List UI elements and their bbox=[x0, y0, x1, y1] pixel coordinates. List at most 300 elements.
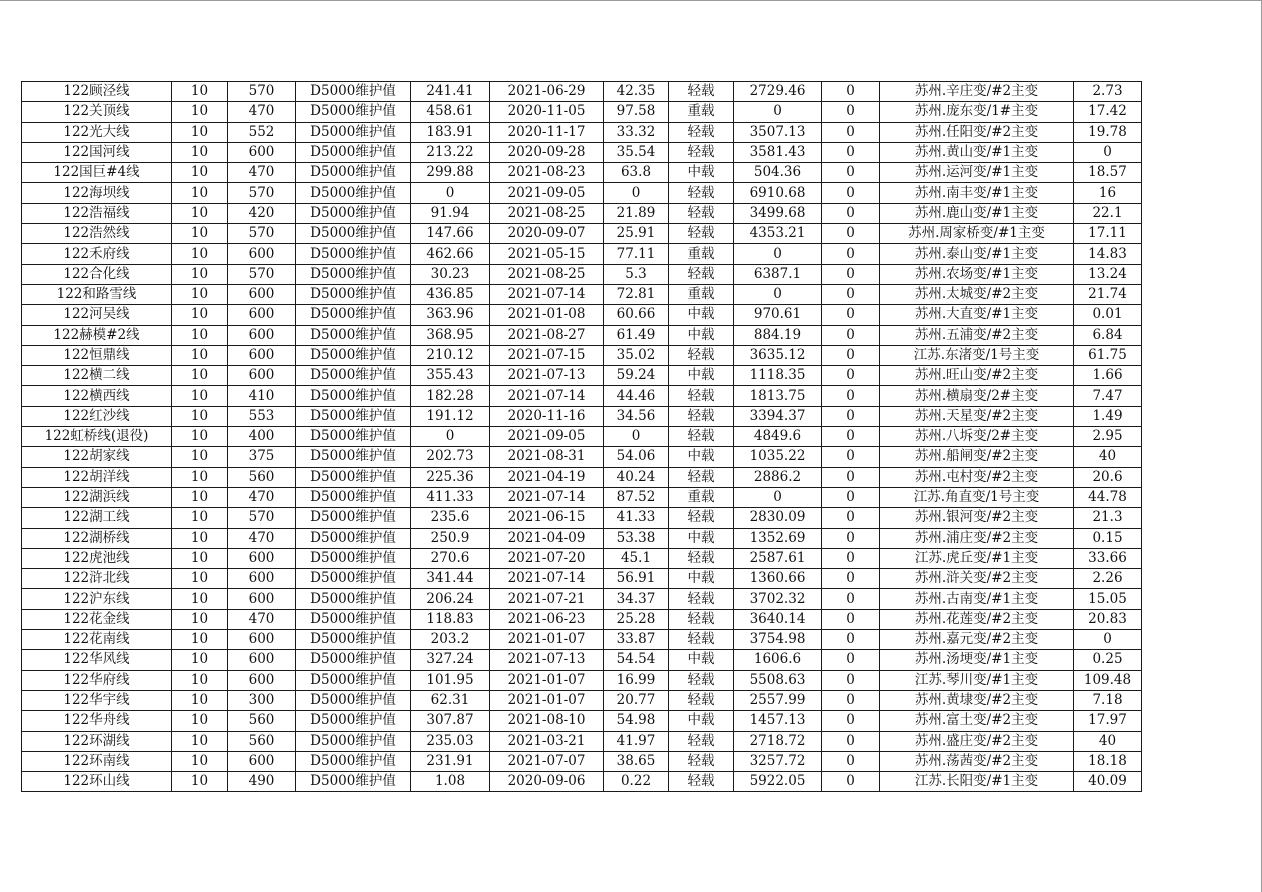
value-cell: 21.3 bbox=[1074, 508, 1142, 528]
load-rate-cell: 25.28 bbox=[604, 609, 669, 629]
transformer-cell: 苏州.船闸变/#2主变 bbox=[880, 447, 1074, 467]
rated-current-cell: 600 bbox=[228, 589, 296, 609]
current-cell: 250.9 bbox=[411, 528, 490, 548]
date-cell: 2021-08-25 bbox=[490, 203, 604, 223]
count-cell: 0 bbox=[822, 183, 880, 203]
transformer-cell: 江苏.虎丘变/#1主变 bbox=[880, 548, 1074, 568]
value-cell: 17.42 bbox=[1074, 102, 1142, 122]
voltage-cell: 10 bbox=[172, 264, 228, 284]
load-rate-cell: 72.81 bbox=[604, 284, 669, 304]
source-cell: D5000维护值 bbox=[296, 325, 411, 345]
data-table bbox=[21, 81, 1142, 792]
count-cell: 0 bbox=[822, 427, 880, 447]
value-cell: 6.84 bbox=[1074, 325, 1142, 345]
source-cell: D5000维护值 bbox=[296, 467, 411, 487]
count-cell: 0 bbox=[822, 284, 880, 304]
source-cell: D5000维护值 bbox=[296, 751, 411, 771]
load-level-cell: 中载 bbox=[669, 569, 734, 589]
load-rate-cell: 41.33 bbox=[604, 508, 669, 528]
rated-current-cell: 560 bbox=[228, 711, 296, 731]
value-cell: 0 bbox=[1074, 630, 1142, 650]
table-row bbox=[22, 203, 1142, 223]
line-name-cell: 122横二线 bbox=[22, 366, 172, 386]
transformer-cell: 苏州.太城变/#2主变 bbox=[880, 284, 1074, 304]
transformer-cell: 苏州.天星变/#2主变 bbox=[880, 406, 1074, 426]
remaining-capacity-cell: 3702.32 bbox=[734, 589, 822, 609]
transformer-cell: 苏州.八坼变/2#主变 bbox=[880, 427, 1074, 447]
source-cell: D5000维护值 bbox=[296, 163, 411, 183]
load-level-cell: 重载 bbox=[669, 487, 734, 507]
line-name-cell: 122花金线 bbox=[22, 609, 172, 629]
load-rate-cell: 87.52 bbox=[604, 487, 669, 507]
line-name-cell: 122合化线 bbox=[22, 264, 172, 284]
current-cell: 147.66 bbox=[411, 224, 490, 244]
date-cell: 2021-08-31 bbox=[490, 447, 604, 467]
load-level-cell: 轻载 bbox=[669, 183, 734, 203]
table-row bbox=[22, 82, 1142, 102]
value-cell: 109.48 bbox=[1074, 670, 1142, 690]
date-cell: 2021-07-14 bbox=[490, 487, 604, 507]
date-cell: 2020-09-28 bbox=[490, 142, 604, 162]
count-cell: 0 bbox=[822, 772, 880, 792]
voltage-cell: 10 bbox=[172, 305, 228, 325]
line-name-cell: 122横西线 bbox=[22, 386, 172, 406]
table-row bbox=[22, 406, 1142, 426]
rated-current-cell: 600 bbox=[228, 548, 296, 568]
source-cell: D5000维护值 bbox=[296, 670, 411, 690]
count-cell: 0 bbox=[822, 467, 880, 487]
load-level-cell: 中载 bbox=[669, 528, 734, 548]
transformer-cell: 江苏.角直变/1号主变 bbox=[880, 487, 1074, 507]
value-cell: 17.97 bbox=[1074, 711, 1142, 731]
voltage-cell: 10 bbox=[172, 244, 228, 264]
transformer-cell: 苏州.旺山变/#2主变 bbox=[880, 366, 1074, 386]
table-row bbox=[22, 366, 1142, 386]
current-cell: 91.94 bbox=[411, 203, 490, 223]
rated-current-cell: 570 bbox=[228, 183, 296, 203]
rated-current-cell: 600 bbox=[228, 569, 296, 589]
count-cell: 0 bbox=[822, 650, 880, 670]
count-cell: 0 bbox=[822, 102, 880, 122]
load-rate-cell: 44.46 bbox=[604, 386, 669, 406]
remaining-capacity-cell: 2729.46 bbox=[734, 82, 822, 102]
value-cell: 18.18 bbox=[1074, 751, 1142, 771]
voltage-cell: 10 bbox=[172, 508, 228, 528]
table-row bbox=[22, 224, 1142, 244]
load-level-cell: 中载 bbox=[669, 650, 734, 670]
count-cell: 0 bbox=[822, 569, 880, 589]
value-cell: 7.18 bbox=[1074, 690, 1142, 710]
value-cell: 7.47 bbox=[1074, 386, 1142, 406]
load-rate-cell: 0.22 bbox=[604, 772, 669, 792]
voltage-cell: 10 bbox=[172, 406, 228, 426]
load-level-cell: 轻载 bbox=[669, 609, 734, 629]
remaining-capacity-cell: 4353.21 bbox=[734, 224, 822, 244]
line-name-cell: 122恒鼎线 bbox=[22, 345, 172, 365]
count-cell: 0 bbox=[822, 122, 880, 142]
page-top-border bbox=[0, 0, 1261, 1]
remaining-capacity-cell: 2830.09 bbox=[734, 508, 822, 528]
voltage-cell: 10 bbox=[172, 203, 228, 223]
table-row bbox=[22, 528, 1142, 548]
count-cell: 0 bbox=[822, 731, 880, 751]
load-rate-cell: 38.65 bbox=[604, 751, 669, 771]
count-cell: 0 bbox=[822, 386, 880, 406]
date-cell: 2021-08-23 bbox=[490, 163, 604, 183]
transformer-cell: 苏州.花莲变/#2主变 bbox=[880, 609, 1074, 629]
remaining-capacity-cell: 884.19 bbox=[734, 325, 822, 345]
count-cell: 0 bbox=[822, 325, 880, 345]
source-cell: D5000维护值 bbox=[296, 548, 411, 568]
load-level-cell: 轻载 bbox=[669, 203, 734, 223]
count-cell: 0 bbox=[822, 548, 880, 568]
count-cell: 0 bbox=[822, 163, 880, 183]
voltage-cell: 10 bbox=[172, 487, 228, 507]
load-level-cell: 轻载 bbox=[669, 345, 734, 365]
source-cell: D5000维护值 bbox=[296, 82, 411, 102]
count-cell: 0 bbox=[822, 690, 880, 710]
remaining-capacity-cell: 3581.43 bbox=[734, 142, 822, 162]
transformer-cell: 苏州.荡茜变/#2主变 bbox=[880, 751, 1074, 771]
line-name-cell: 122华宇线 bbox=[22, 690, 172, 710]
current-cell: 462.66 bbox=[411, 244, 490, 264]
count-cell: 0 bbox=[822, 751, 880, 771]
table-row bbox=[22, 102, 1142, 122]
load-level-cell: 轻载 bbox=[669, 670, 734, 690]
value-cell: 14.83 bbox=[1074, 244, 1142, 264]
line-name-cell: 122湖浜线 bbox=[22, 487, 172, 507]
current-cell: 327.24 bbox=[411, 650, 490, 670]
remaining-capacity-cell: 3754.98 bbox=[734, 630, 822, 650]
transformer-cell: 苏州.浦庄变/#2主变 bbox=[880, 528, 1074, 548]
rated-current-cell: 470 bbox=[228, 487, 296, 507]
rated-current-cell: 490 bbox=[228, 772, 296, 792]
transformer-cell: 苏州.银河变/#2主变 bbox=[880, 508, 1074, 528]
rated-current-cell: 400 bbox=[228, 427, 296, 447]
rated-current-cell: 470 bbox=[228, 609, 296, 629]
remaining-capacity-cell: 504.36 bbox=[734, 163, 822, 183]
load-rate-cell: 33.87 bbox=[604, 630, 669, 650]
remaining-capacity-cell: 0 bbox=[734, 244, 822, 264]
voltage-cell: 10 bbox=[172, 548, 228, 568]
line-name-cell: 122红沙线 bbox=[22, 406, 172, 426]
line-name-cell: 122环山线 bbox=[22, 772, 172, 792]
voltage-cell: 10 bbox=[172, 163, 228, 183]
load-rate-cell: 56.91 bbox=[604, 569, 669, 589]
line-name-cell: 122和路雪线 bbox=[22, 284, 172, 304]
table-row bbox=[22, 569, 1142, 589]
voltage-cell: 10 bbox=[172, 467, 228, 487]
line-name-cell: 122华舟线 bbox=[22, 711, 172, 731]
date-cell: 2021-07-13 bbox=[490, 650, 604, 670]
rated-current-cell: 570 bbox=[228, 82, 296, 102]
line-name-cell: 122花南线 bbox=[22, 630, 172, 650]
value-cell: 33.66 bbox=[1074, 548, 1142, 568]
count-cell: 0 bbox=[822, 630, 880, 650]
current-cell: 241.41 bbox=[411, 82, 490, 102]
transformer-cell: 苏州.周家桥变/#1主变 bbox=[880, 224, 1074, 244]
voltage-cell: 10 bbox=[172, 122, 228, 142]
load-rate-cell: 77.11 bbox=[604, 244, 669, 264]
voltage-cell: 10 bbox=[172, 325, 228, 345]
line-name-cell: 122国巨#4线 bbox=[22, 163, 172, 183]
load-rate-cell: 0 bbox=[604, 183, 669, 203]
voltage-cell: 10 bbox=[172, 711, 228, 731]
voltage-cell: 10 bbox=[172, 224, 228, 244]
remaining-capacity-cell: 3394.37 bbox=[734, 406, 822, 426]
value-cell: 20.83 bbox=[1074, 609, 1142, 629]
load-rate-cell: 54.98 bbox=[604, 711, 669, 731]
load-level-cell: 轻载 bbox=[669, 630, 734, 650]
current-cell: 202.73 bbox=[411, 447, 490, 467]
source-cell: D5000维护值 bbox=[296, 650, 411, 670]
voltage-cell: 10 bbox=[172, 447, 228, 467]
current-cell: 213.22 bbox=[411, 142, 490, 162]
rated-current-cell: 553 bbox=[228, 406, 296, 426]
current-cell: 363.96 bbox=[411, 305, 490, 325]
value-cell: 18.57 bbox=[1074, 163, 1142, 183]
source-cell: D5000维护值 bbox=[296, 690, 411, 710]
table-row bbox=[22, 447, 1142, 467]
load-rate-cell: 33.32 bbox=[604, 122, 669, 142]
date-cell: 2021-01-08 bbox=[490, 305, 604, 325]
current-cell: 0 bbox=[411, 183, 490, 203]
count-cell: 0 bbox=[822, 447, 880, 467]
voltage-cell: 10 bbox=[172, 345, 228, 365]
value-cell: 61.75 bbox=[1074, 345, 1142, 365]
transformer-cell: 苏州.泰山变/#1主变 bbox=[880, 244, 1074, 264]
table-row bbox=[22, 305, 1142, 325]
source-cell: D5000维护值 bbox=[296, 609, 411, 629]
remaining-capacity-cell: 3499.68 bbox=[734, 203, 822, 223]
current-cell: 183.91 bbox=[411, 122, 490, 142]
line-name-cell: 122光大线 bbox=[22, 122, 172, 142]
remaining-capacity-cell: 3640.14 bbox=[734, 609, 822, 629]
table-row bbox=[22, 427, 1142, 447]
table-row bbox=[22, 183, 1142, 203]
source-cell: D5000维护值 bbox=[296, 305, 411, 325]
load-level-cell: 轻载 bbox=[669, 751, 734, 771]
date-cell: 2020-09-07 bbox=[490, 224, 604, 244]
rated-current-cell: 375 bbox=[228, 447, 296, 467]
source-cell: D5000维护值 bbox=[296, 447, 411, 467]
date-cell: 2020-09-06 bbox=[490, 772, 604, 792]
transformer-cell: 苏州.五浦变/#2主变 bbox=[880, 325, 1074, 345]
line-name-cell: 122胡家线 bbox=[22, 447, 172, 467]
load-rate-cell: 5.3 bbox=[604, 264, 669, 284]
load-rate-cell: 20.77 bbox=[604, 690, 669, 710]
line-name-cell: 122河吴线 bbox=[22, 305, 172, 325]
line-name-cell: 122虹桥线(退役) bbox=[22, 427, 172, 447]
value-cell: 16 bbox=[1074, 183, 1142, 203]
load-rate-cell: 41.97 bbox=[604, 731, 669, 751]
voltage-cell: 10 bbox=[172, 386, 228, 406]
table-row bbox=[22, 630, 1142, 650]
transformer-cell: 江苏.长阳变/#1主变 bbox=[880, 772, 1074, 792]
value-cell: 40 bbox=[1074, 447, 1142, 467]
count-cell: 0 bbox=[822, 142, 880, 162]
source-cell: D5000维护值 bbox=[296, 589, 411, 609]
table-row bbox=[22, 386, 1142, 406]
load-rate-cell: 42.35 bbox=[604, 82, 669, 102]
rated-current-cell: 600 bbox=[228, 751, 296, 771]
remaining-capacity-cell: 3257.72 bbox=[734, 751, 822, 771]
table-row bbox=[22, 325, 1142, 345]
remaining-capacity-cell: 6910.68 bbox=[734, 183, 822, 203]
transformer-cell: 苏州.庞东变/1#主变 bbox=[880, 102, 1074, 122]
date-cell: 2021-08-10 bbox=[490, 711, 604, 731]
line-name-cell: 122虎池线 bbox=[22, 548, 172, 568]
date-cell: 2020-11-16 bbox=[490, 406, 604, 426]
remaining-capacity-cell: 1813.75 bbox=[734, 386, 822, 406]
date-cell: 2021-04-19 bbox=[490, 467, 604, 487]
line-name-cell: 122环湖线 bbox=[22, 731, 172, 751]
table-row bbox=[22, 345, 1142, 365]
load-rate-cell: 53.38 bbox=[604, 528, 669, 548]
remaining-capacity-cell: 1352.69 bbox=[734, 528, 822, 548]
current-cell: 368.95 bbox=[411, 325, 490, 345]
load-level-cell: 轻载 bbox=[669, 690, 734, 710]
transformer-cell: 苏州.大直变/#1主变 bbox=[880, 305, 1074, 325]
table-row bbox=[22, 751, 1142, 771]
rated-current-cell: 600 bbox=[228, 670, 296, 690]
remaining-capacity-cell: 2718.72 bbox=[734, 731, 822, 751]
remaining-capacity-cell: 0 bbox=[734, 102, 822, 122]
transformer-cell: 江苏.琴川变/#1主变 bbox=[880, 670, 1074, 690]
current-cell: 0 bbox=[411, 427, 490, 447]
current-cell: 458.61 bbox=[411, 102, 490, 122]
value-cell: 0.01 bbox=[1074, 305, 1142, 325]
rated-current-cell: 420 bbox=[228, 203, 296, 223]
source-cell: D5000维护值 bbox=[296, 203, 411, 223]
load-level-cell: 中载 bbox=[669, 163, 734, 183]
load-level-cell: 重载 bbox=[669, 102, 734, 122]
count-cell: 0 bbox=[822, 711, 880, 731]
rated-current-cell: 552 bbox=[228, 122, 296, 142]
table-row bbox=[22, 650, 1142, 670]
rated-current-cell: 570 bbox=[228, 264, 296, 284]
count-cell: 0 bbox=[822, 345, 880, 365]
rated-current-cell: 300 bbox=[228, 690, 296, 710]
remaining-capacity-cell: 4849.6 bbox=[734, 427, 822, 447]
remaining-capacity-cell: 2886.2 bbox=[734, 467, 822, 487]
count-cell: 0 bbox=[822, 589, 880, 609]
table-row bbox=[22, 711, 1142, 731]
load-rate-cell: 45.1 bbox=[604, 548, 669, 568]
transformer-cell: 苏州.辛庄变/#2主变 bbox=[880, 82, 1074, 102]
current-cell: 231.91 bbox=[411, 751, 490, 771]
load-level-cell: 轻载 bbox=[669, 731, 734, 751]
transformer-cell: 苏州.屯村变/#2主变 bbox=[880, 467, 1074, 487]
voltage-cell: 10 bbox=[172, 690, 228, 710]
load-level-cell: 轻载 bbox=[669, 264, 734, 284]
table-row bbox=[22, 690, 1142, 710]
load-rate-cell: 54.06 bbox=[604, 447, 669, 467]
value-cell: 44.78 bbox=[1074, 487, 1142, 507]
value-cell: 0.25 bbox=[1074, 650, 1142, 670]
load-level-cell: 轻载 bbox=[669, 406, 734, 426]
voltage-cell: 10 bbox=[172, 569, 228, 589]
load-level-cell: 轻载 bbox=[669, 467, 734, 487]
date-cell: 2021-01-07 bbox=[490, 630, 604, 650]
load-level-cell: 中载 bbox=[669, 305, 734, 325]
remaining-capacity-cell: 3507.13 bbox=[734, 122, 822, 142]
load-level-cell: 轻载 bbox=[669, 508, 734, 528]
line-name-cell: 122浩福线 bbox=[22, 203, 172, 223]
load-level-cell: 轻载 bbox=[669, 224, 734, 244]
load-rate-cell: 60.66 bbox=[604, 305, 669, 325]
transformer-cell: 江苏.东渚变/1号主变 bbox=[880, 345, 1074, 365]
value-cell: 0.15 bbox=[1074, 528, 1142, 548]
date-cell: 2021-06-23 bbox=[490, 609, 604, 629]
transformer-cell: 苏州.运河变/#1主变 bbox=[880, 163, 1074, 183]
line-name-cell: 122浩然线 bbox=[22, 224, 172, 244]
load-rate-cell: 35.02 bbox=[604, 345, 669, 365]
line-name-cell: 122国河线 bbox=[22, 142, 172, 162]
source-cell: D5000维护值 bbox=[296, 528, 411, 548]
date-cell: 2021-01-07 bbox=[490, 690, 604, 710]
transformer-cell: 苏州.汤埂变/#1主变 bbox=[880, 650, 1074, 670]
table-row bbox=[22, 467, 1142, 487]
remaining-capacity-cell: 1606.6 bbox=[734, 650, 822, 670]
table-row bbox=[22, 609, 1142, 629]
value-cell: 22.1 bbox=[1074, 203, 1142, 223]
table-row bbox=[22, 284, 1142, 304]
count-cell: 0 bbox=[822, 366, 880, 386]
load-level-cell: 轻载 bbox=[669, 772, 734, 792]
date-cell: 2020-11-05 bbox=[490, 102, 604, 122]
load-rate-cell: 34.37 bbox=[604, 589, 669, 609]
load-rate-cell: 97.58 bbox=[604, 102, 669, 122]
transformer-cell: 苏州.黄埭变/#2主变 bbox=[880, 690, 1074, 710]
source-cell: D5000维护值 bbox=[296, 406, 411, 426]
line-name-cell: 122海坝线 bbox=[22, 183, 172, 203]
remaining-capacity-cell: 5508.63 bbox=[734, 670, 822, 690]
load-rate-cell: 59.24 bbox=[604, 366, 669, 386]
source-cell: D5000维护值 bbox=[296, 386, 411, 406]
voltage-cell: 10 bbox=[172, 284, 228, 304]
transformer-cell: 苏州.任阳变/#2主变 bbox=[880, 122, 1074, 142]
remaining-capacity-cell: 970.61 bbox=[734, 305, 822, 325]
date-cell: 2021-07-07 bbox=[490, 751, 604, 771]
current-cell: 355.43 bbox=[411, 366, 490, 386]
source-cell: D5000维护值 bbox=[296, 487, 411, 507]
table-row bbox=[22, 264, 1142, 284]
date-cell: 2021-05-15 bbox=[490, 244, 604, 264]
rated-current-cell: 470 bbox=[228, 163, 296, 183]
remaining-capacity-cell: 3635.12 bbox=[734, 345, 822, 365]
load-rate-cell: 0 bbox=[604, 427, 669, 447]
voltage-cell: 10 bbox=[172, 731, 228, 751]
rated-current-cell: 600 bbox=[228, 284, 296, 304]
source-cell: D5000维护值 bbox=[296, 142, 411, 162]
date-cell: 2021-09-05 bbox=[490, 427, 604, 447]
load-rate-cell: 35.54 bbox=[604, 142, 669, 162]
date-cell: 2020-11-17 bbox=[490, 122, 604, 142]
load-rate-cell: 21.89 bbox=[604, 203, 669, 223]
current-cell: 341.44 bbox=[411, 569, 490, 589]
remaining-capacity-cell: 2587.61 bbox=[734, 548, 822, 568]
rated-current-cell: 470 bbox=[228, 102, 296, 122]
value-cell: 2.95 bbox=[1074, 427, 1142, 447]
load-level-cell: 重载 bbox=[669, 244, 734, 264]
table-row bbox=[22, 487, 1142, 507]
value-cell: 2.73 bbox=[1074, 82, 1142, 102]
value-cell: 0 bbox=[1074, 142, 1142, 162]
table-row bbox=[22, 508, 1142, 528]
rated-current-cell: 600 bbox=[228, 142, 296, 162]
date-cell: 2021-07-14 bbox=[490, 569, 604, 589]
